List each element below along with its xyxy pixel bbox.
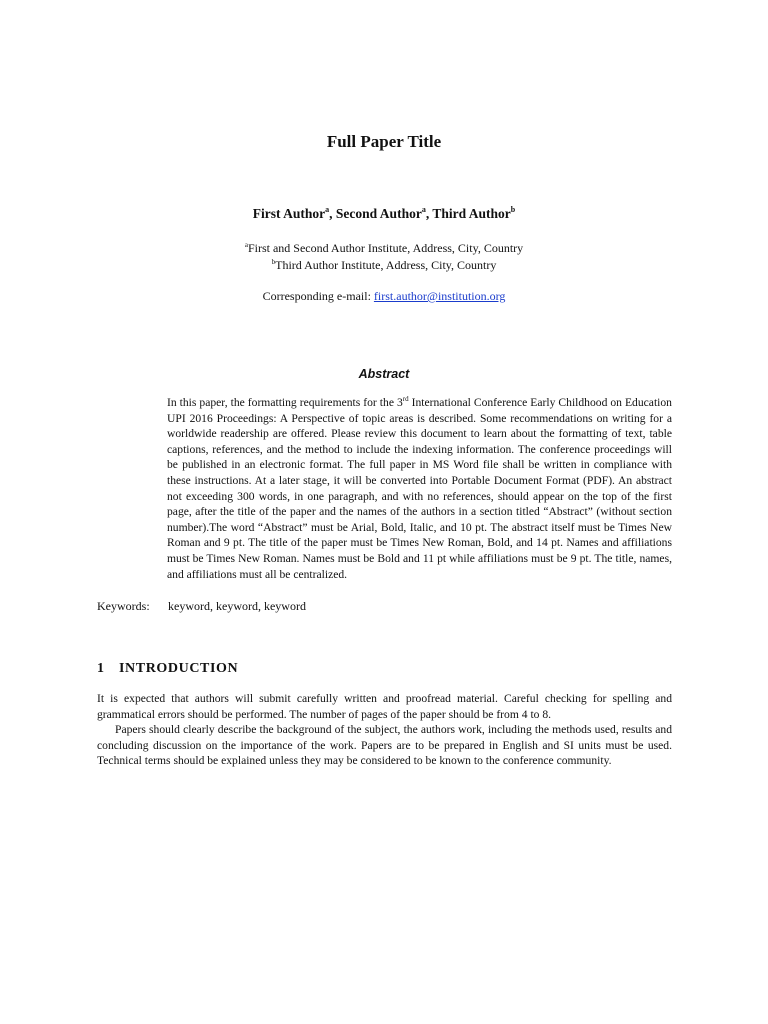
corresponding-email-line bbox=[0, 289, 768, 304]
section-number: 1 bbox=[97, 661, 105, 676]
author-affiliation-mark: a bbox=[421, 205, 426, 214]
abstract-text: In this paper, the formatting requirements for the 3 bbox=[167, 396, 403, 409]
section-title: INTRODUCTION bbox=[119, 661, 239, 676]
paper-title: Full Paper Title bbox=[326, 132, 442, 151]
email-link[interactable]: first.author@institution.org bbox=[373, 289, 506, 303]
author-name: Third Author bbox=[432, 206, 511, 221]
abstract-heading: Abstract bbox=[358, 367, 410, 381]
author-separator: , bbox=[425, 206, 433, 221]
author-affiliation-mark: a bbox=[325, 205, 330, 214]
introduction-body bbox=[97, 691, 672, 769]
corresponding-label: Corresponding e-mail: bbox=[262, 289, 374, 303]
author-separator: , bbox=[329, 206, 336, 221]
abstract-text: International Conference Early Childhood on Education UPI 2016 Proceedings: A Perspective of topic areas is described. Some recommendations on writing for a worldwide readership are offered. Please review this document to learn about the formatting of text, table captions, references, and the method to include the indexing information. The conference proceedings will be published in an electronic format. The full paper in MS Word file shall be written in compliance with these instructions. At a later stage, it will be converted into Portable Document Format (PDF). An abstract not exceeding 300 words, in one paragraph, and with no references, should appear on the top of the first page, after the title of the paper and the names of the authors in a section titled “Abstract” (without section number).The word “Abstract” must be Arial, Bold, Italic, and 10 pt. The abstract itself must be Times New Roman and 9 pt. The title of the paper must be Times New Roman, Bold, and 14 pt. Names and affiliations must be Times New Roman. Names must be Bold and 11 pt while affiliations must be 9 pt. The title, names, and affiliations must all be centralized. bbox=[167, 396, 672, 581]
affiliation-text: First and Second Author Institute, Address, City, Country bbox=[247, 241, 524, 255]
affiliation-mark: a bbox=[244, 241, 248, 249]
affiliation-line bbox=[0, 258, 768, 273]
author-name: First Author bbox=[252, 206, 326, 221]
author-list bbox=[0, 205, 768, 222]
keywords-value: keyword, keyword, keyword bbox=[168, 599, 306, 613]
author-name: Second Author bbox=[335, 206, 422, 221]
affiliation-text: Third Author Institute, Address, City, Country bbox=[275, 258, 497, 272]
section-heading bbox=[97, 661, 238, 677]
paragraph: Papers should clearly describe the background of the subject, the authors work, including the methods used, results and concluding discussion on the importance of the work. Papers are to be prepared in English and SI units must be used. Technical terms should be explained unless they may be considered to be known to the conference community. bbox=[97, 723, 672, 768]
keywords-line bbox=[97, 599, 306, 614]
author-affiliation-mark: b bbox=[510, 205, 516, 214]
abstract-body bbox=[167, 395, 672, 582]
affiliation-line bbox=[0, 241, 768, 256]
keywords-label: Keywords: bbox=[97, 599, 150, 613]
ordinal-suffix: rd bbox=[402, 395, 409, 403]
affiliation-mark: b bbox=[271, 258, 276, 266]
paragraph: It is expected that authors will submit carefully written and proofread material. Careful checking for spelling and grammatical errors should be performed. The number of pages of the paper should be from 4 to 8. bbox=[97, 692, 672, 721]
